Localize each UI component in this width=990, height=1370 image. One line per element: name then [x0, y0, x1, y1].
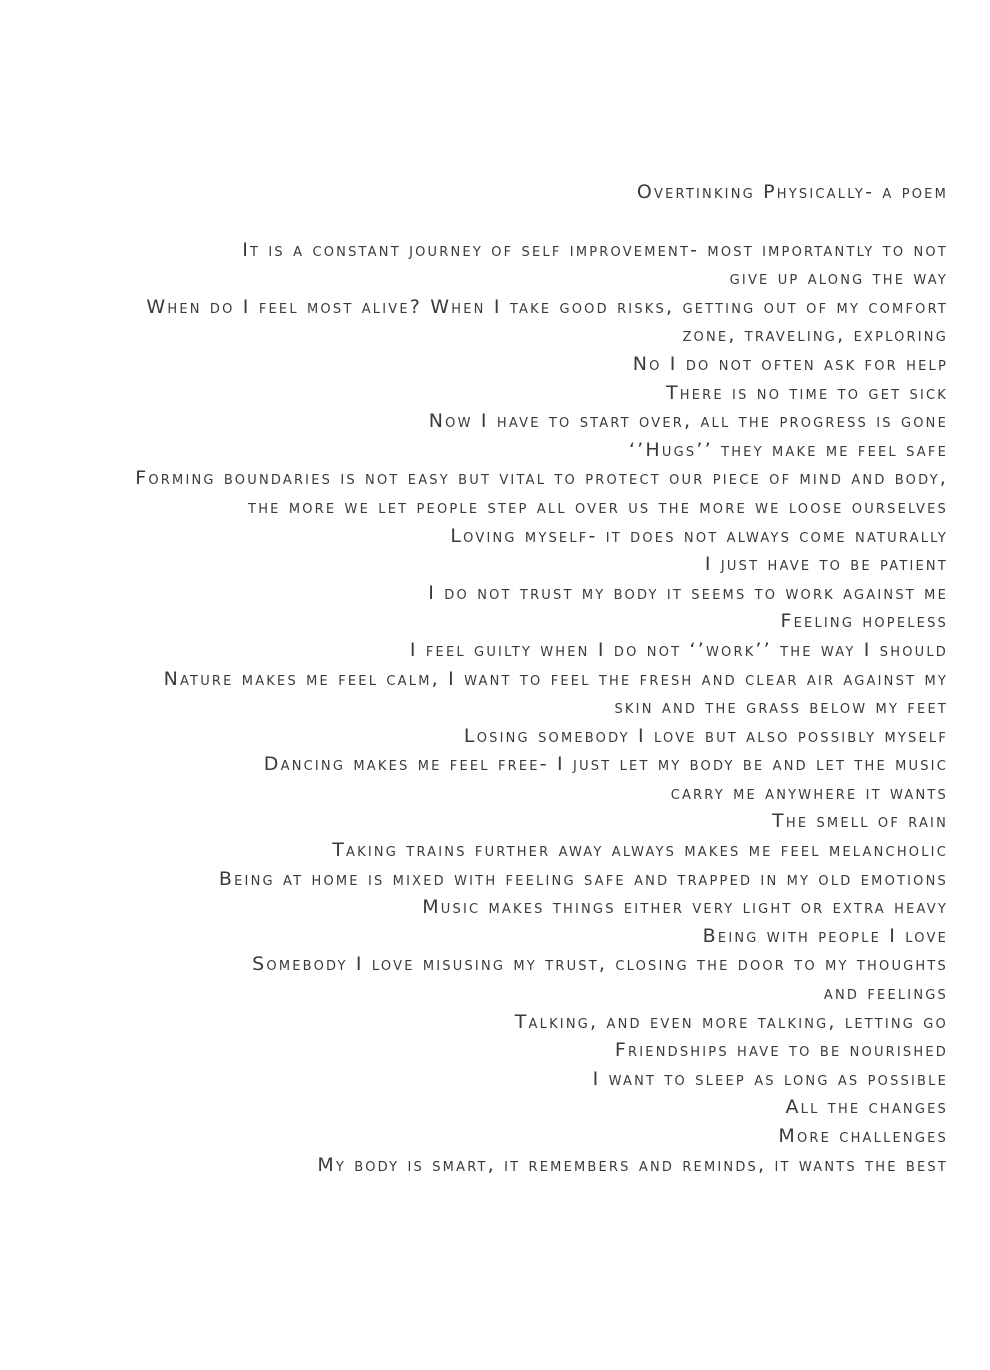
poem-line: Taking trains further away always makes me feel melancholic: [332, 839, 948, 862]
poem-line: and feelings: [823, 982, 948, 1005]
poem-line: Somebody I love misusing my trust, closing the door to my thoughts: [252, 953, 948, 976]
poem-line: My body is smart, it remembers and reminds, it wants the best: [317, 1153, 948, 1176]
poem-line: More challenges: [778, 1125, 948, 1147]
poem-line: Loving myself- it does not always come naturally: [450, 524, 948, 547]
poem-line: carry me anywhere it wants: [670, 781, 948, 804]
poem-line: give up along the way: [729, 267, 948, 290]
poem-line: Losing somebody I love but also possibly myself: [463, 724, 948, 747]
poem-line: All the changes: [785, 1096, 948, 1119]
poem: [68, 178, 948, 1179]
poem-line: The smell of rain: [772, 810, 948, 833]
poem-line: Nature makes me feel calm, I want to feel the fresh and clear air against my: [163, 667, 948, 690]
poem-line: There is no time to get sick: [665, 381, 948, 404]
poem-line: Music makes things either very light or extra heavy: [422, 896, 948, 919]
poem-line: Forming boundaries is not easy but vital to protect our piece of mind and body,: [135, 467, 948, 490]
poem-line: No I do not often ask for help: [632, 352, 948, 375]
poem-line: Dancing makes me feel free- I just let my body be and let the music: [263, 753, 948, 776]
poem-line: I do not trust my body it seems to work against me: [428, 581, 948, 604]
poem-line: Now I have to start over, all the progress is gone: [428, 410, 948, 433]
poem-line: the more we let people step all over us the more we loose ourselves: [248, 495, 948, 518]
poem-line: Feeling hopeless: [780, 610, 948, 633]
poem-line: Being with people I love: [702, 924, 948, 947]
poem-line: I feel guilty when I do not ‘’work’’ the way I should: [409, 638, 948, 661]
poem-line: skin and the grass below my feet: [614, 696, 948, 719]
poem-title: Overtinking Physically- a poem: [636, 181, 948, 203]
poem-line: ‘’Hugs’’ they make me feel safe: [628, 438, 948, 461]
poem-line: zone, traveling, exploring: [682, 324, 948, 347]
poem-line: Being at home is mixed with feeling safe and trapped in my old emotions: [218, 867, 948, 890]
poem-line: It is a constant journey of self improvement- most importantly to not: [242, 238, 948, 261]
poem-line: Friendships have to be nourished: [614, 1039, 948, 1062]
poem-line: I just have to be patient: [704, 553, 948, 576]
poem-line: When do I feel most alive? When I take good risks, getting out of my comfort: [146, 295, 948, 318]
poem-line: Talking, and even more talking, letting go: [514, 1010, 948, 1033]
poem-body: [68, 236, 948, 1180]
poem-line: I want to sleep as long as possible: [592, 1067, 948, 1090]
